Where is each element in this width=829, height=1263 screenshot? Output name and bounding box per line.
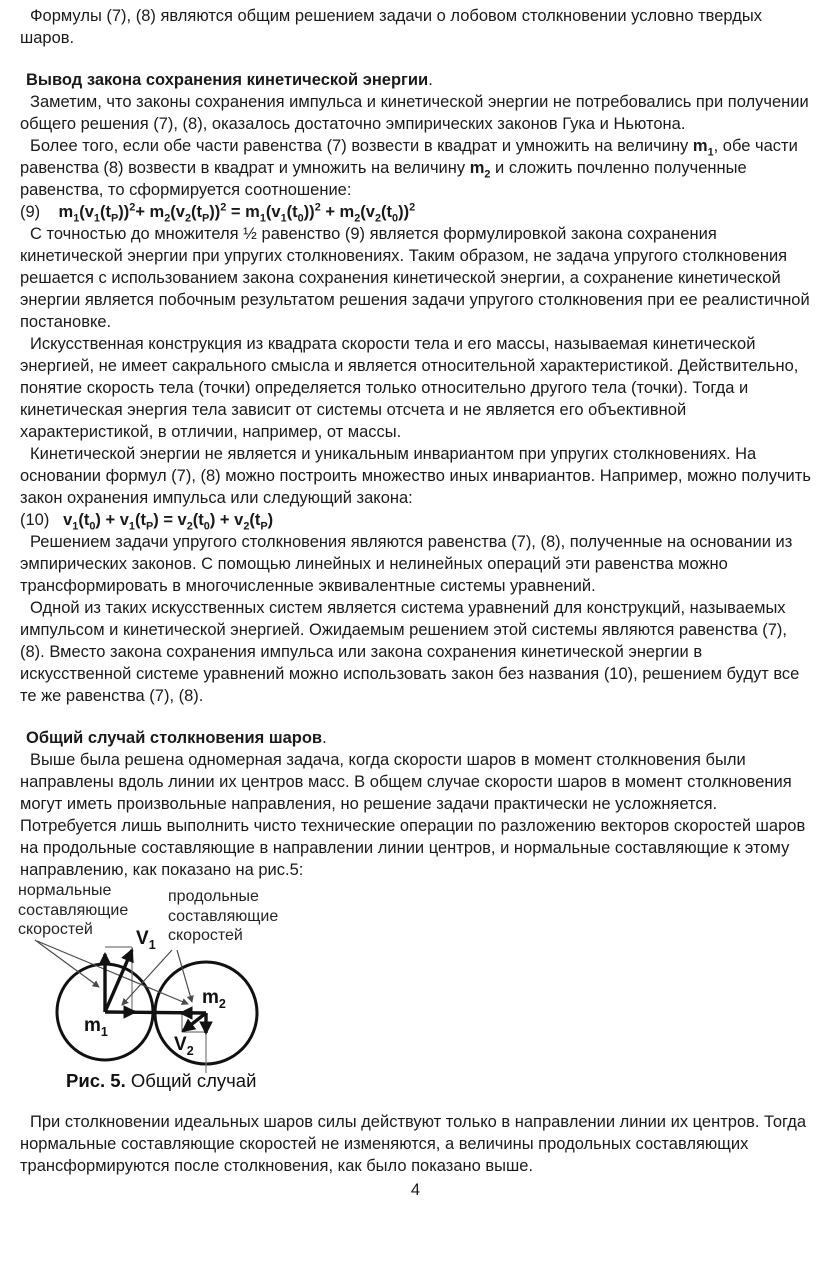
figure-symbol-v1: $V_1$ [136, 928, 156, 952]
figure-label-longitudinal-components: продольные составляющие скоростей [168, 888, 279, 944]
paragraph-kineticheskoy: Кинетической энергии не является и уникальным инвариантом при упругих столкновениях. На основании формул (7), (8) можно построить множество иных инвариантов. Например, можно получить закон охранения импульса или следующий закона: [20, 445, 811, 507]
paragraph-odnoy: Одной из таких искусственных систем является система уравнений для конструкций, называемых импульсом и кинетической энергией. Ожидаемым решением этой системы являются равенства (7), (8). Вместо закона сохранения импульса или закона сохранения кинетической энергии в искусственной системе уравнений можно использовать закон без названия (10), решением будут все те же равенства (7), (8). [20, 599, 800, 705]
section-heading-energy-law: Вывод закона сохранения кинетической энергии. [26, 71, 433, 89]
formula-9: (9) $m_1(v_1(t_P))^2+ m_2(v_2(t_P))^2 = m_1(v_1(t_0))^2 + m_2(v_2(t_0))^2$ [20, 201, 416, 225]
section-heading-general-case: Общий случай столкновения шаров. [26, 729, 327, 747]
paragraph-intro: Формулы (7), (8) являются общим решением задачи о лобовом столкновении условно твердых шаров. [20, 7, 762, 47]
page-number: 4 [410, 1181, 421, 1199]
paragraph-s-tochnostyu: С точностью до множителя ½ равенство (9) является формулировкой закона сохранения кинетической энергии при упругих столкновениях. Таким образом, не задача упругого столкновения решается с использованием закона сохранения кинетической энергии, а сохранение кинетической энергии является побочным результатом решения задачи упругого столкновения при ее реалистичной постановке. [20, 225, 810, 331]
figure-symbol-m2: $m_2$ [202, 987, 226, 1011]
figure-label-normal-components: нормальные составляющие скоростей [18, 882, 129, 938]
paragraph-bolee-togo: Более того, если обе части равенства (7) возвести в квадрат и умножить на величину $m_1$, обе части равенства (8) возвести в квадрат и умножить на величину $m_2$ и сложить почленно полученные равенства, то сформируется соотношение: [20, 137, 798, 199]
figure-symbol-m1: $m_1$ [84, 1015, 108, 1039]
vector-v1 [105, 950, 132, 1012]
formula-10: (10) $v_1(t_0) + v_1(t_P) = v_2(t_0) + v_2(t_P)$ [20, 511, 274, 533]
paragraph-vyshe: Выше была решена одномерная задача, когда скорости шаров в момент столкновения были направлены вдоль линии их центров масс. В общем случае скорости шаров в момент столкновения могут иметь произвольные направления, но решение задачи практически не усложняется. Потребуется лишь выполнить чисто технические операции по разложению векторов скоростей шаров на продольные составляющие в направлении линии центров, и нормальные составляющие к этому направлению, как показано на рис.5: [20, 751, 806, 879]
figure-caption: Рис. 5. Общий случай [66, 1070, 257, 1091]
vector-v2 [183, 1013, 206, 1031]
paragraph-resheniem: Решением задачи упругого столкновения являются равенства (7), (8), полученные на основании из эмпирических законов. С помощью линейных и нелинейных операций эти равенства можно трансформировать в многочисленные эквивалентные системы уравнений. [20, 533, 793, 595]
paragraph-pri-stolknovenii: При столкновении идеальных шаров силы действуют только в направлении линии их центров. Тогда нормальные составляющие скоростей не изменяются, а величины продольных составляющих трансформируются после столкновения, как было показано выше. [20, 1113, 807, 1175]
paragraph-iskusstvennaya: Искусственная конструкция из квадрата скорости тела и его массы, называемая кинетической энергией, не имеет сакрального смысла и является относительной характеристикой. Действительно, понятие скорость тела (точки) определяется только относительно другого тела (точки). Тогда и кинетическая энергия тела зависит от системы отсчета и не является его объективной характеристикой, в отличии, например, от массы. [20, 335, 799, 441]
figure-symbol-v2: $V_2$ [174, 1034, 194, 1058]
paragraph-zametim: Заметим, что законы сохранения импульса и кинетической энергии не потребовались при получении общего решения (7), (8), оказалось достаточно эмпирических законов Гука и Ньютона. [20, 93, 809, 133]
figure-5-collision-diagram [20, 883, 320, 1099]
